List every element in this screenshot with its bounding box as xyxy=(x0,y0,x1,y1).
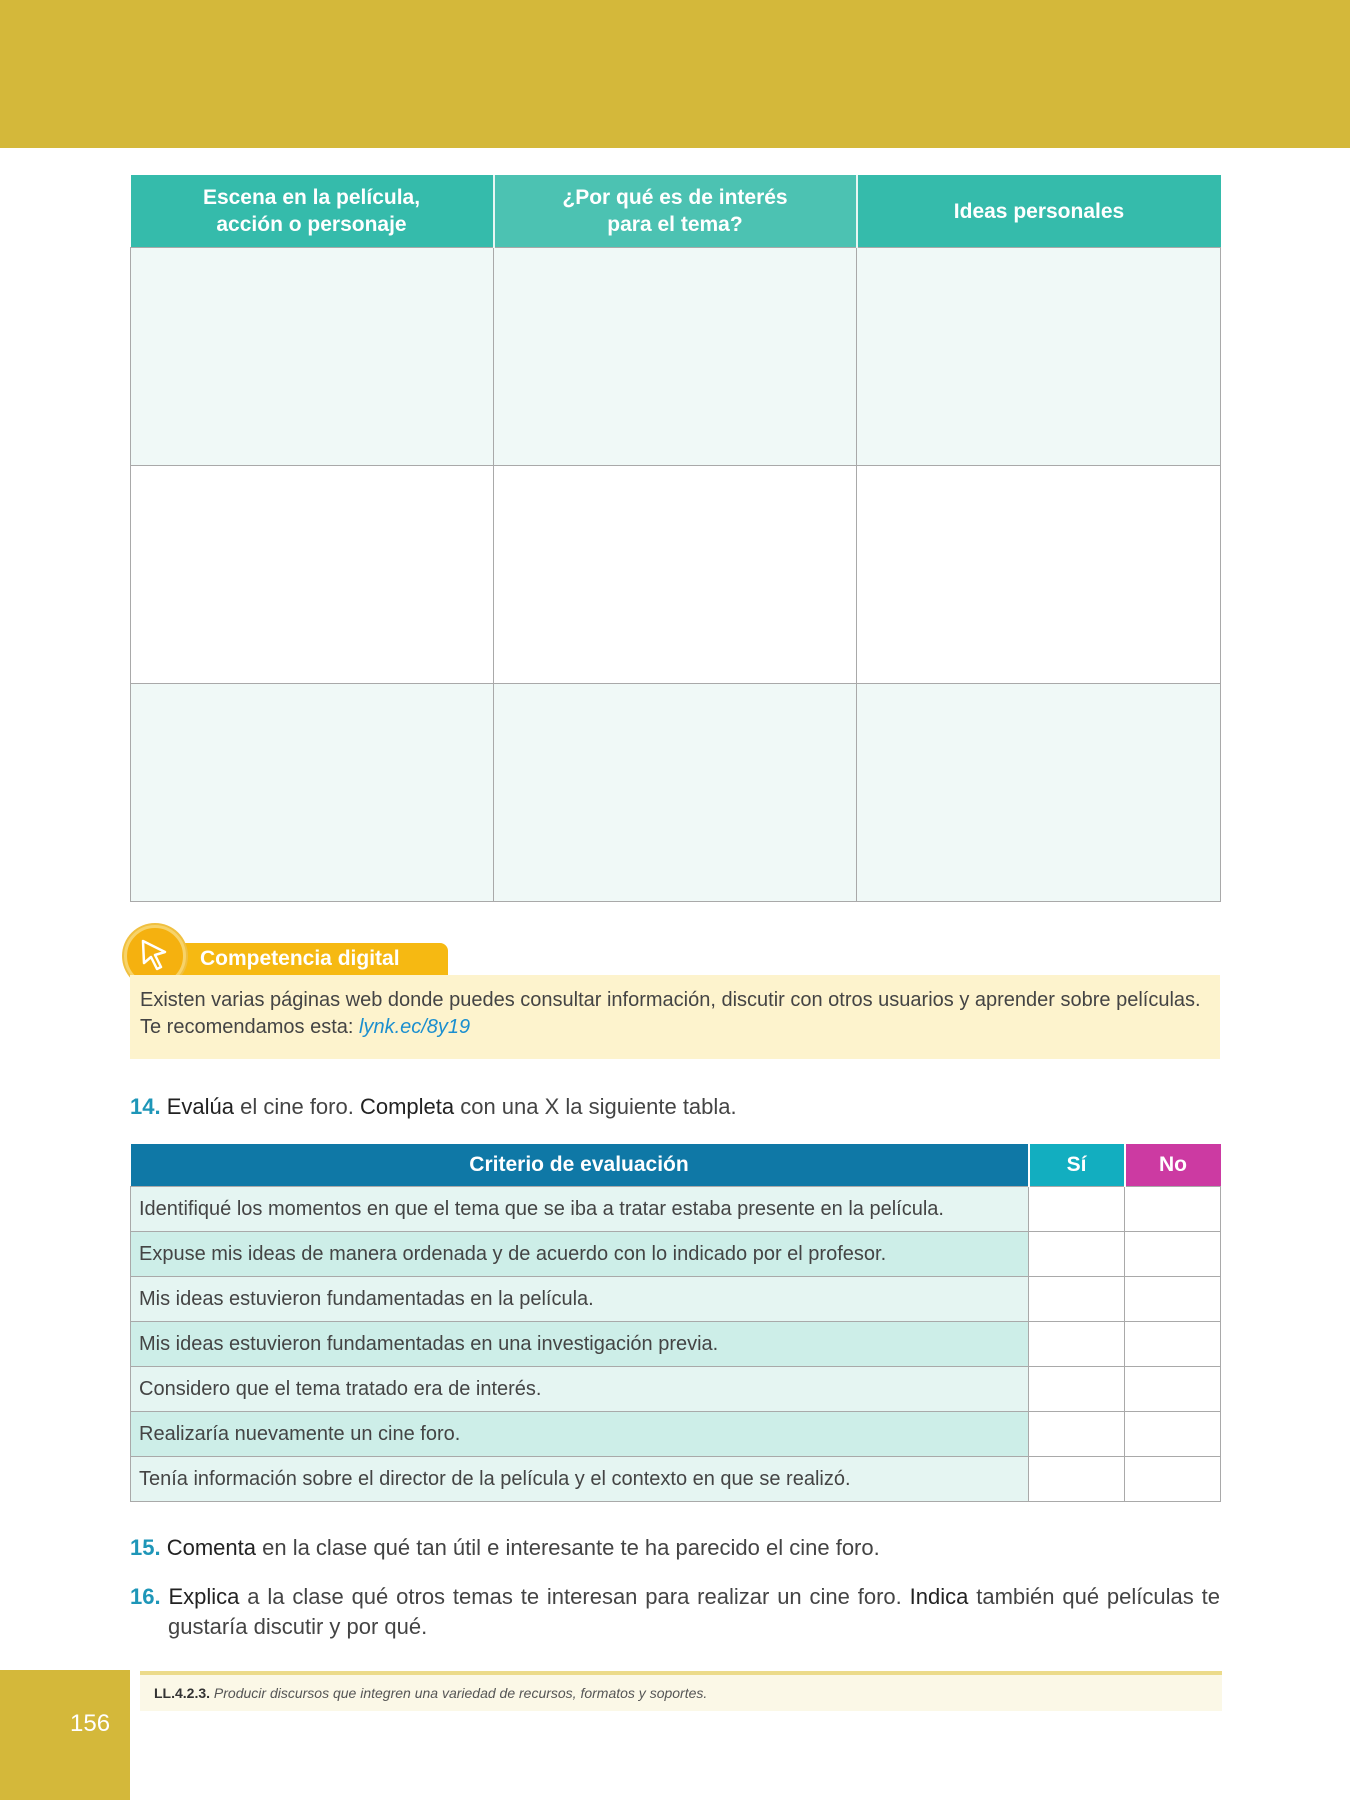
skill-box xyxy=(140,1675,1222,1711)
no-checkbox[interactable] xyxy=(1125,1412,1221,1457)
top-band xyxy=(0,0,1350,148)
header-no: No xyxy=(1125,1144,1221,1187)
table-row xyxy=(131,1412,1221,1457)
no-checkbox[interactable] xyxy=(1125,1367,1221,1412)
header-escena: Escena en la película, acción o personaje xyxy=(131,175,494,248)
answer-cell[interactable] xyxy=(494,248,857,466)
answer-cell[interactable] xyxy=(857,466,1221,684)
answer-cell[interactable] xyxy=(494,684,857,902)
answer-cell[interactable] xyxy=(857,684,1221,902)
si-checkbox[interactable] xyxy=(1029,1412,1125,1457)
table-row xyxy=(131,1277,1221,1322)
answer-cell[interactable] xyxy=(857,248,1221,466)
skill-description: Producir discursos que integren una variedad de recursos, formatos y soportes. xyxy=(213,1685,708,1701)
no-checkbox[interactable] xyxy=(1125,1277,1221,1322)
header-si: Sí xyxy=(1029,1144,1125,1187)
skill-code: LL.4.2.3. xyxy=(154,1685,211,1701)
answer-cell[interactable] xyxy=(131,684,494,902)
table-row xyxy=(131,466,1221,684)
si-checkbox[interactable] xyxy=(1029,1232,1125,1277)
evaluation-table xyxy=(130,1144,1221,1502)
no-checkbox[interactable] xyxy=(1125,1322,1221,1367)
question-14: 14. Evalúa el cine foro. Completa con una X la siguiente tabla. xyxy=(130,1094,737,1119)
answer-cell[interactable] xyxy=(131,248,494,466)
no-checkbox[interactable] xyxy=(1125,1232,1221,1277)
competencia-title: Competencia digital xyxy=(200,947,400,970)
page-tab xyxy=(0,1670,130,1800)
criterion-text: Identifiqué los momentos en que el tema que se iba a tratar estaba presente en la película. xyxy=(131,1187,1029,1232)
table-row xyxy=(131,1457,1221,1502)
si-checkbox[interactable] xyxy=(1029,1322,1125,1367)
header-criterio: Criterio de evaluación xyxy=(131,1144,1029,1187)
competencia-box xyxy=(130,975,1220,1059)
criterion-text: Mis ideas estuvieron fundamentadas en la película. xyxy=(131,1277,1029,1322)
criterion-text: Realizaría nuevamente un cine foro. xyxy=(131,1412,1029,1457)
table-row xyxy=(131,1187,1221,1232)
no-checkbox[interactable] xyxy=(1125,1457,1221,1502)
table-row xyxy=(131,248,1221,466)
header-ideas: Ideas personales xyxy=(857,175,1221,248)
table-row xyxy=(131,1232,1221,1277)
page-number: 156 xyxy=(70,1710,111,1737)
table-row xyxy=(131,1367,1221,1412)
si-checkbox[interactable] xyxy=(1029,1457,1125,1502)
criterion-text: Mis ideas estuvieron fundamentadas en una investigación previa. xyxy=(131,1322,1029,1367)
si-checkbox[interactable] xyxy=(1029,1277,1125,1322)
question-16: 16. Explica a la clase qué otros temas te interesan para realizar un cine foro. Indica también qué películas te gustaría discutir y por qué. xyxy=(130,1584,1220,1639)
no-checkbox[interactable] xyxy=(1125,1187,1221,1232)
question-15: 15. Comenta en la clase qué tan útil e interesante te ha parecido el cine foro. xyxy=(130,1535,880,1560)
si-checkbox[interactable] xyxy=(1029,1367,1125,1412)
table-row xyxy=(131,1322,1221,1367)
competencia-text: Existen varias páginas web donde puedes consultar información, discutir con otros usuarios y aprender sobre películas. Te recomendamos esta: xyxy=(140,989,1201,1038)
criterion-text: Expuse mis ideas de manera ordenada y de acuerdo con lo indicado por el profesor. xyxy=(131,1232,1029,1277)
competencia-link[interactable]: lynk.ec/8y19 xyxy=(359,1016,471,1038)
header-interes: ¿Por qué es de interés para el tema? xyxy=(494,175,857,248)
analysis-table xyxy=(130,175,1221,902)
si-checkbox[interactable] xyxy=(1029,1187,1125,1232)
table-row xyxy=(131,684,1221,902)
answer-cell[interactable] xyxy=(494,466,857,684)
criterion-text: Tenía información sobre el director de la película y el contexto en que se realizó. xyxy=(131,1457,1029,1502)
answer-cell[interactable] xyxy=(131,466,494,684)
criterion-text: Considero que el tema tratado era de interés. xyxy=(131,1367,1029,1412)
